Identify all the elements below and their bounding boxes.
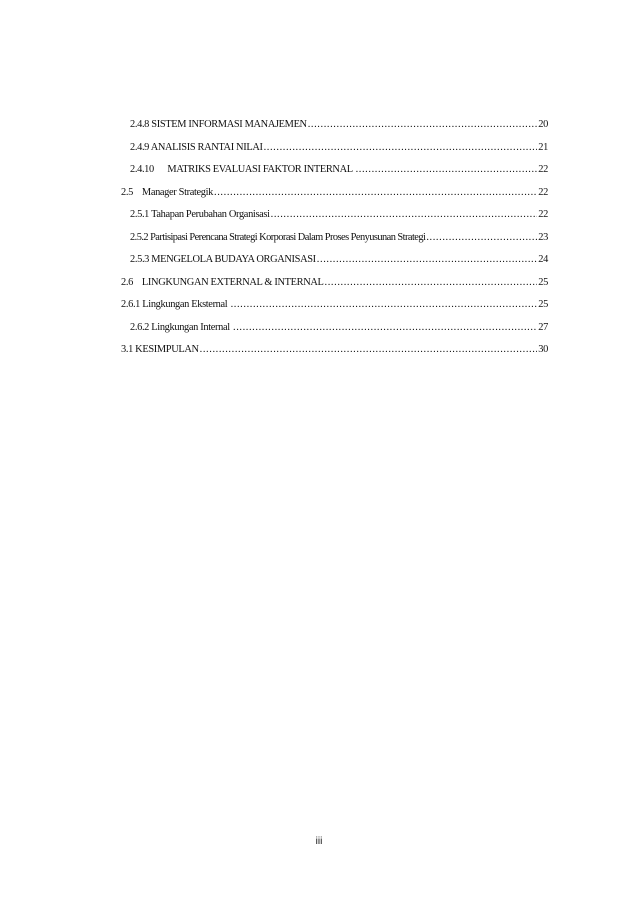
toc-entry-2-6[interactable] [121, 277, 548, 300]
toc-entry-page: 25 [538, 276, 548, 288]
toc-entry-2-4-10[interactable] [121, 164, 548, 187]
toc-entry-2-4-8[interactable] [121, 119, 548, 142]
dot-leader [317, 254, 538, 265]
toc-entry-3-1[interactable] [121, 344, 548, 367]
table-of-contents [121, 119, 548, 367]
dot-leader [271, 209, 538, 220]
dot-leader [308, 119, 538, 130]
toc-entry-title: 2.5.2 Partisipasi Perencana Strategi Korporasi Dalam Proses Penyusunan Strategi [130, 231, 426, 243]
toc-entry-title: 2.6 LINGKUNGAN EXTERNAL & INTERNAL [121, 276, 324, 288]
toc-entry-page: 21 [538, 141, 548, 153]
toc-entry-title: 3.1 KESIMPULAN [121, 344, 199, 355]
toc-entry-title: 2.5.1 Tahapan Perubahan Organisasi [130, 209, 270, 220]
toc-entry-title: 2.6.1 Lingkungan Eksternal [121, 299, 230, 310]
toc-entry-page: 23 [538, 231, 548, 243]
dot-leader [356, 164, 538, 175]
toc-entry-title: 2.5.3 MENGELOLA BUDAYA ORGANISASI [130, 254, 316, 265]
toc-entry-page: 22 [538, 209, 548, 220]
toc-entry-page: 27 [538, 321, 548, 333]
toc-entry-title: 2.4.9 ANALISIS RANTAI NILAI [130, 141, 263, 153]
toc-entry-2-6-1[interactable] [121, 299, 548, 322]
toc-entry-2-4-9[interactable] [121, 142, 548, 165]
toc-entry-title: 2.4.10 MATRIKS EVALUASI FAKTOR INTERNAL [130, 164, 355, 175]
toc-entry-2-6-2[interactable] [121, 322, 548, 345]
dot-leader [231, 299, 538, 310]
dot-leader [233, 322, 537, 333]
toc-entry-2-5-1[interactable] [121, 209, 548, 232]
page-number: iii [315, 836, 323, 847]
toc-entry-2-5-2[interactable] [121, 232, 548, 255]
dot-leader [325, 277, 538, 288]
toc-entry-page: 25 [538, 299, 548, 310]
dot-leader [200, 344, 538, 355]
dot-leader [214, 187, 537, 198]
toc-entry-title: 2.6.2 Lingkungan Internal [130, 321, 232, 333]
toc-entry-page: 20 [538, 119, 548, 130]
toc-entry-page: 22 [538, 164, 548, 175]
toc-entry-page: 24 [538, 254, 548, 265]
toc-entry-title: 2.5 Manager Strategik [121, 186, 214, 198]
dot-leader [426, 232, 537, 243]
dot-leader [264, 142, 538, 153]
toc-entry-2-5-3[interactable] [121, 254, 548, 277]
toc-entry-page: 30 [538, 344, 548, 355]
toc-entry-page: 22 [538, 186, 548, 198]
toc-entry-2-5[interactable] [121, 187, 548, 210]
toc-entry-title: 2.4.8 SISTEM INFORMASI MANAJEMEN [130, 119, 307, 130]
